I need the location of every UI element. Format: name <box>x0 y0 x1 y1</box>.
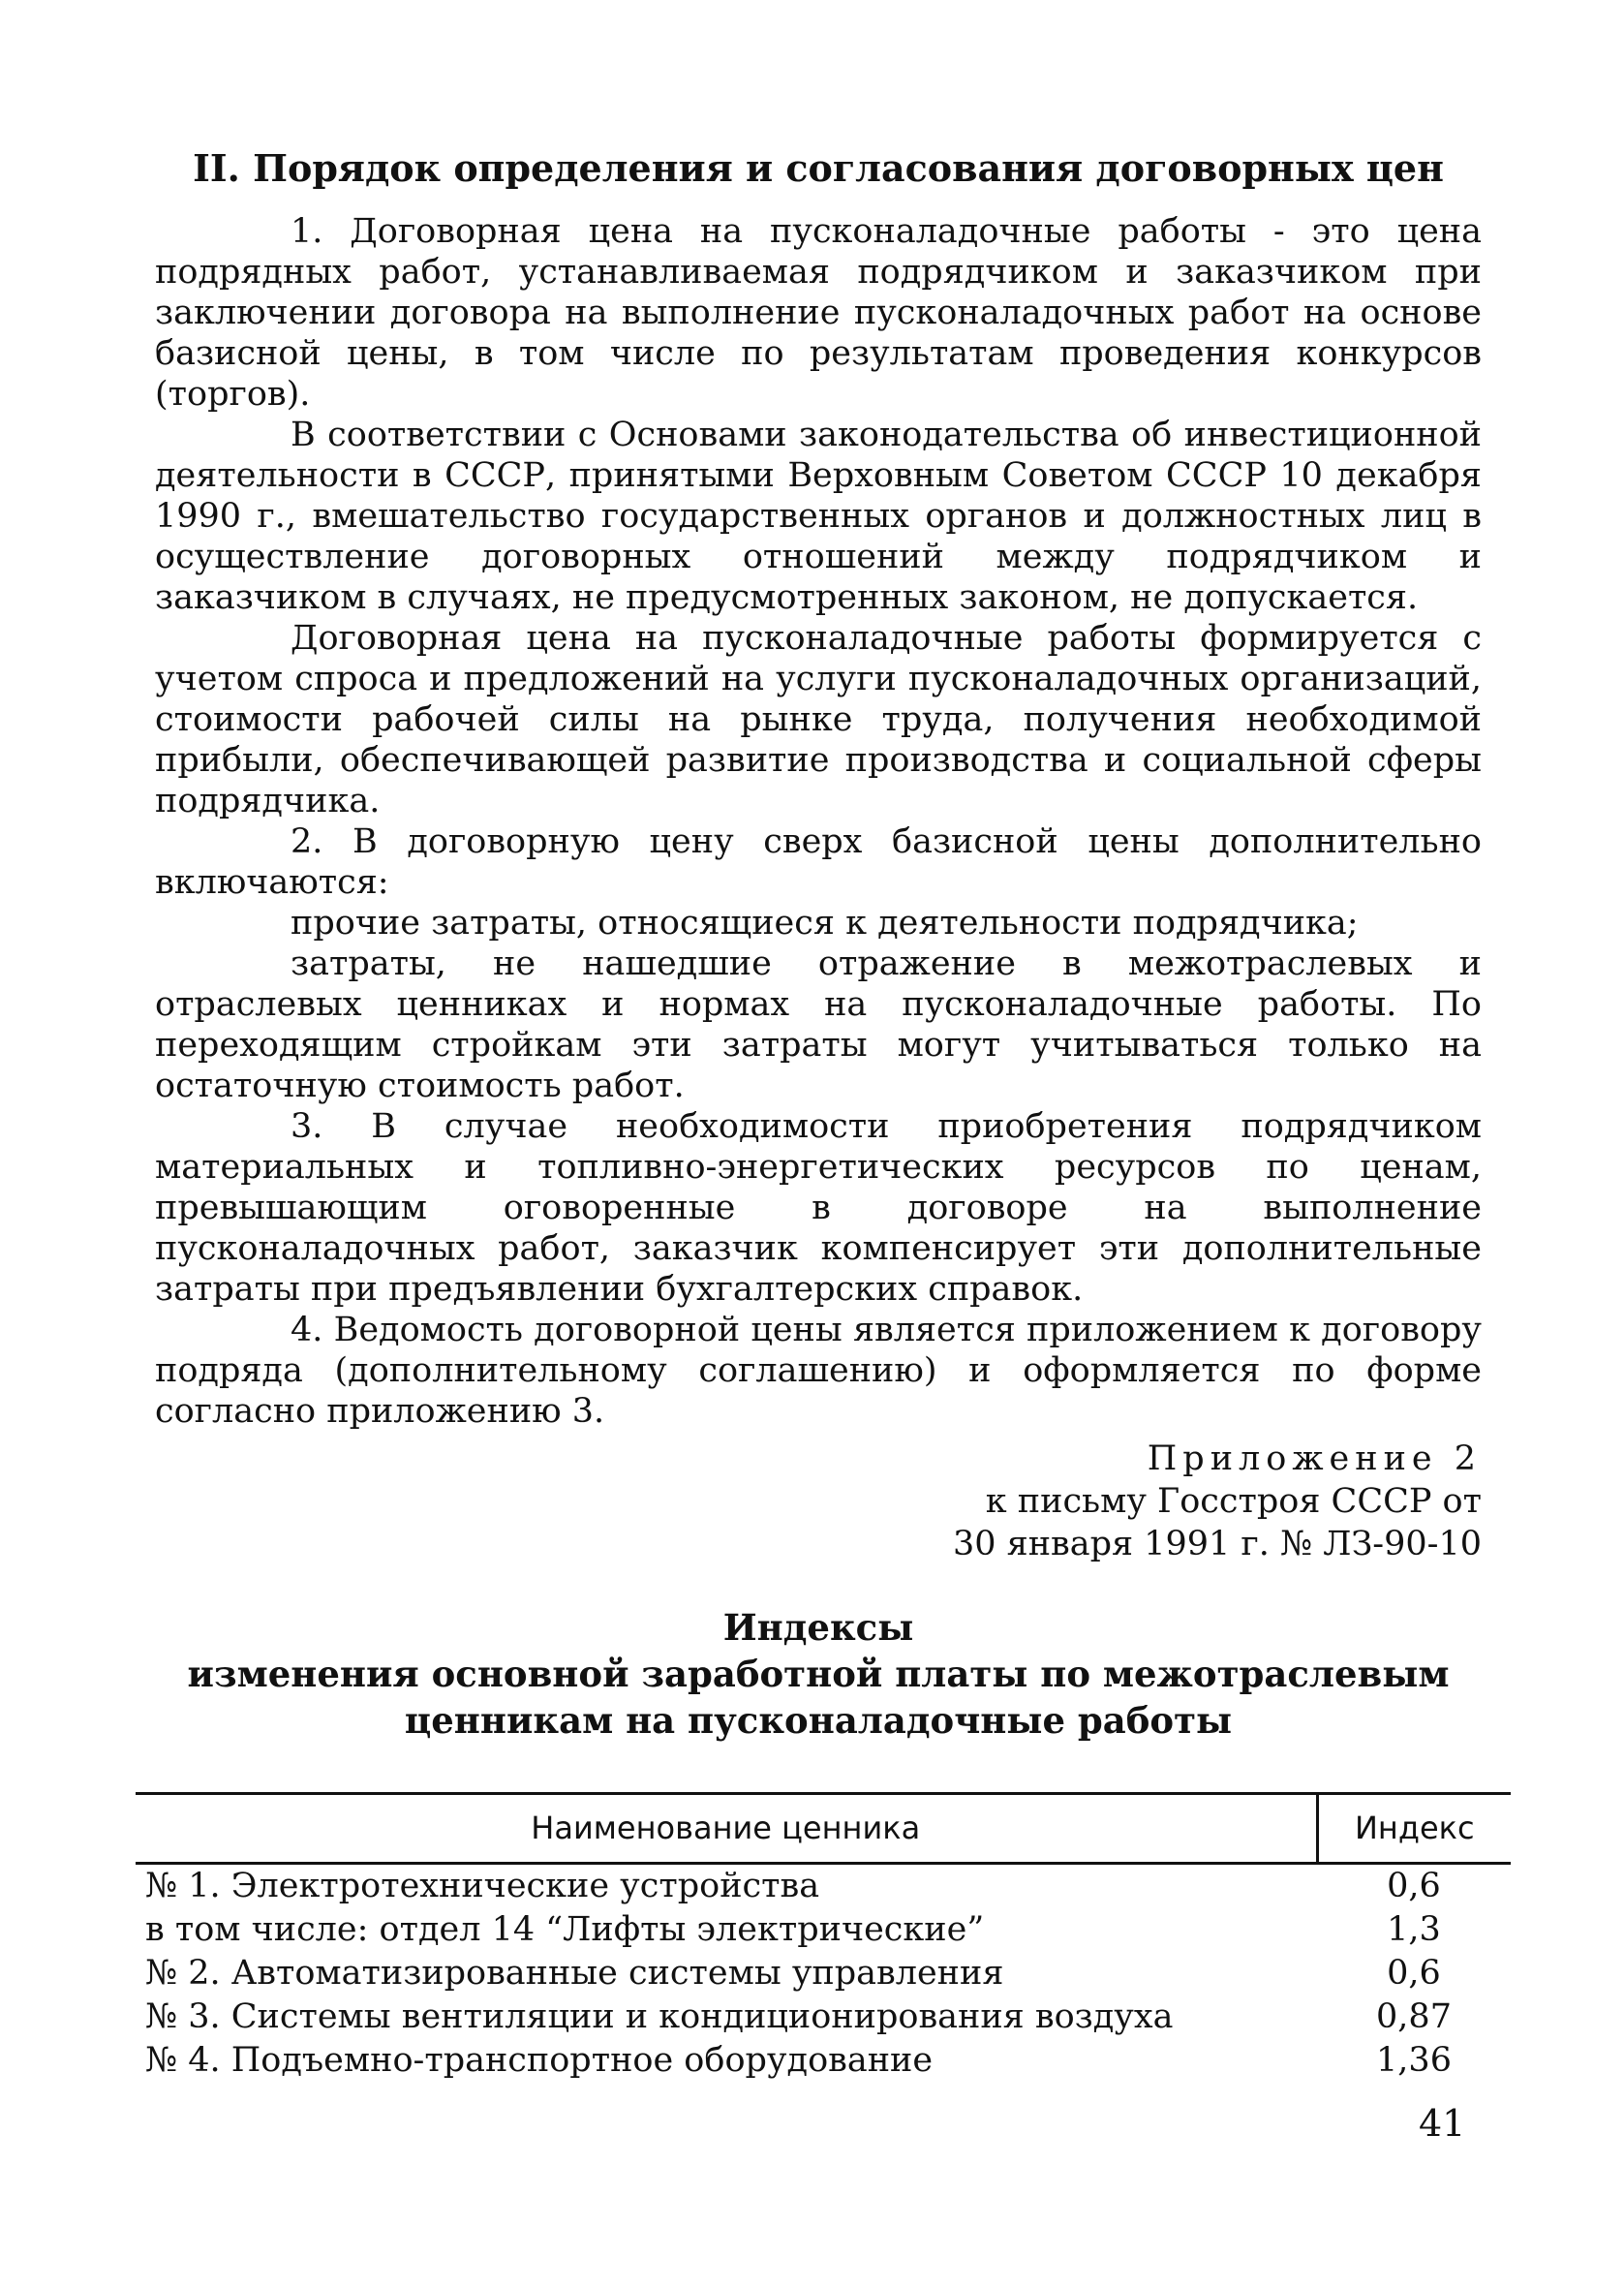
appendix-reference <box>155 1438 1482 1565</box>
paragraph-6: 4. Ведомость договорной цены является приложением к договору подряда (дополнительному соглашению) и оформляется по форме согласно приложению 3. <box>155 1311 1482 1431</box>
section-title: II. Порядок определения и согласования договорных цен <box>193 146 1444 190</box>
paragraph-1: 1. Договорная цена на пусконаладочные работы - это цена подрядных работ, устанавливаемая подрядчиком и заказчиком при заключении договора на выполнение пусконаладочных работ на основе базисной цены, в том числе по результатам проведения конкурсов (торгов). <box>155 212 1482 414</box>
page-number: 41 <box>1419 2102 1466 2145</box>
list-item-other-costs: прочие затраты, относящиеся к деятельности подрядчика; <box>291 904 1359 943</box>
paragraph-2: В соответствии с Основами законодательства об инвестиционной деятельности в СССР, принятыми Верховным Советом СССР 10 декабря 1990 г., вмешательство государственных органов и должностных лиц в осуществление договорных отношений между подрядчиком и заказчиком в случаях, не предусмотренных законом, не допускается. <box>155 416 1482 617</box>
row-index: 0,6 <box>1387 1867 1441 1905</box>
header-index: Индекс <box>1317 1794 1511 1864</box>
table-title-line-2: изменения основной заработной платы по межотраслевым <box>187 1653 1450 1695</box>
header-name: Наименование ценника <box>136 1794 1317 1864</box>
row-name: № 3. Системы вентиляции и кондиционирования воздуха <box>145 1997 1174 2036</box>
paragraph-4: 2. В договорную цену сверх базисной цены дополнительно включаются: <box>155 822 1482 902</box>
appendix-line-2: к письму Госстроя СССР от <box>985 1482 1482 1521</box>
paragraph-3: Договорная цена на пусконаладочные работы формируется с учетом спроса и предложений на услуги пусконаладочных организаций, стоимости рабочей силы на рынке труда, получения необходимой прибыли, обеспечивающей развитие производства и социальной сферы подрядчика. <box>155 619 1482 820</box>
row-index: 0,6 <box>1387 1954 1441 1993</box>
row-name: № 2. Автоматизированные системы управления <box>145 1954 1004 1993</box>
row-name: № 4. Подъемно-транспортное оборудование <box>145 2041 934 2080</box>
table-header-row <box>136 1794 1511 1864</box>
document-page <box>145 145 1482 2083</box>
table-title-line-3: ценникам на пусконаладочные работы <box>404 1699 1233 1742</box>
list-item-unreflected-costs: затраты, не нашедшие отражение в межотраслевых и отраслевых ценниках и нормах на пусконаладочные работы. По переходящим стройкам эти затраты могут учитываться только на остаточную стоимость работ. <box>155 944 1482 1105</box>
row-index: 0,87 <box>1376 1997 1452 2036</box>
table-title-line-1: Индексы <box>722 1606 914 1649</box>
appendix-line-3: 30 января 1991 г. № ЛЗ-90-10 <box>952 1525 1482 1563</box>
table-row <box>136 1864 1511 1909</box>
table-row <box>136 1908 1511 1952</box>
table-row <box>136 1952 1511 1995</box>
row-name: № 1. Электротехнические устройства <box>145 1867 820 1905</box>
row-index: 1,3 <box>1387 1910 1441 1949</box>
table-title <box>155 1604 1482 1744</box>
table-row <box>136 2039 1511 2083</box>
appendix-label: Приложение 2 <box>1147 1439 1482 1478</box>
row-name: в том числе: отдел 14 “Лифты электрические” <box>145 1910 985 1949</box>
paragraph-5: 3. В случае необходимости приобретения подрядчиком материальных и топливно-энергетических ресурсов по ценам, превышающим оговоренные в договоре на выполнение пусконаладочных работ, заказчик компенсирует эти дополнительные затраты при предъявлении бухгалтерских справок. <box>155 1107 1482 1309</box>
table-row <box>136 1995 1511 2039</box>
row-index: 1,36 <box>1376 2041 1452 2080</box>
index-table <box>136 1792 1511 2083</box>
